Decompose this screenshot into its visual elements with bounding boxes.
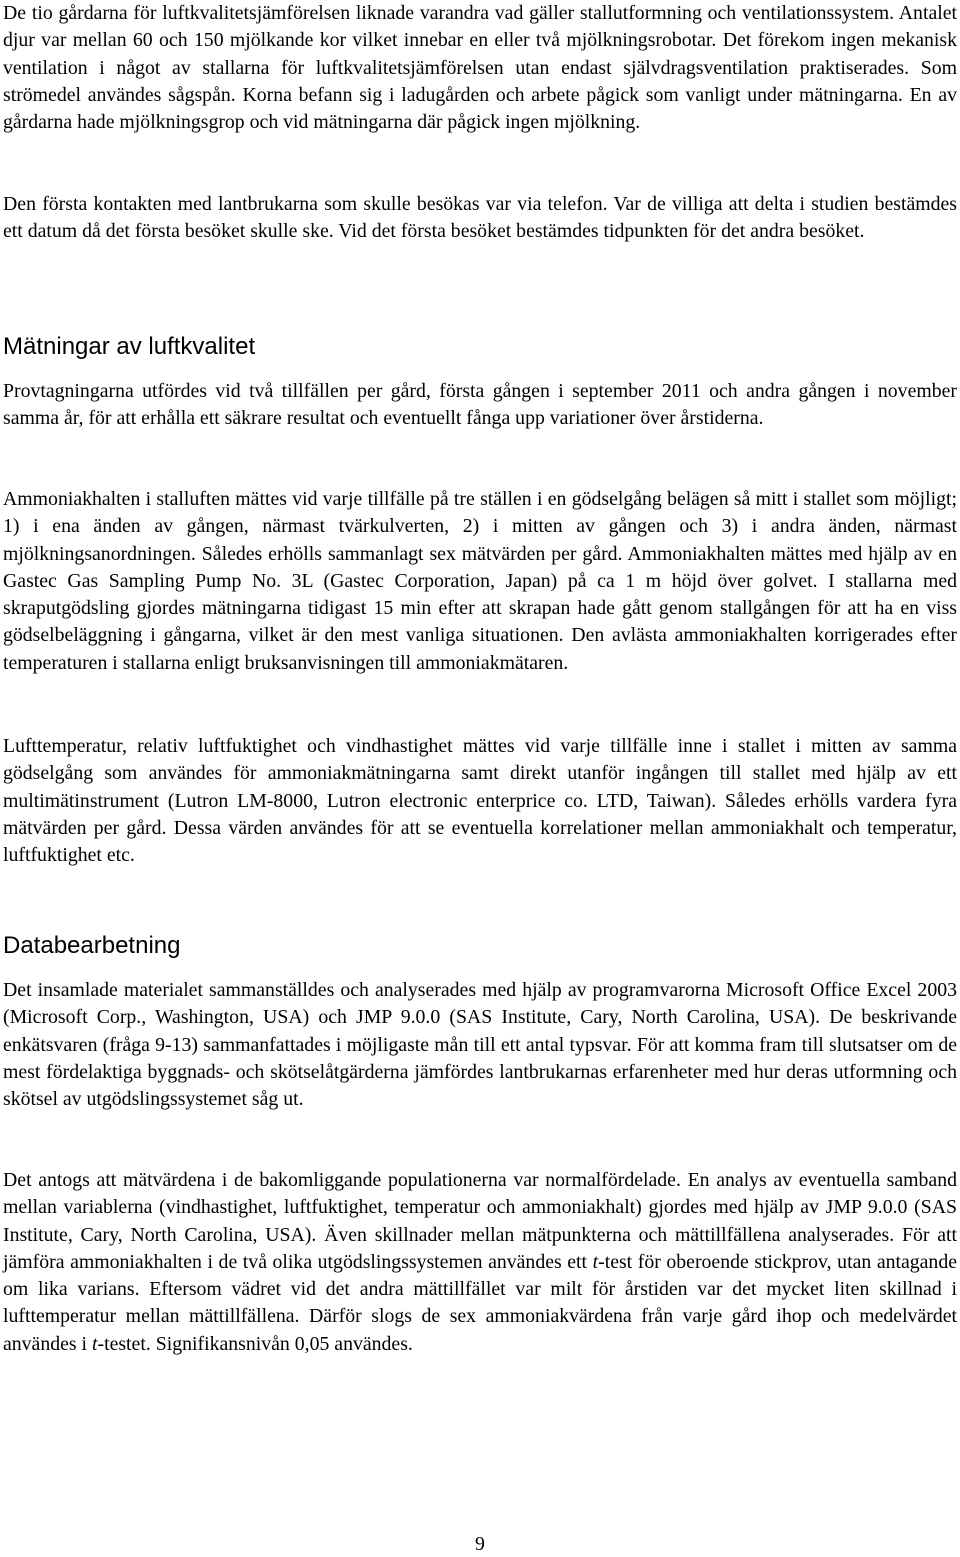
paragraph-software-analysis: Det insamlade materialet sammanställdes och analyserades med hjälp av programvarorna Microsoft Office Excel 2003 (Microsoft Corp., Washington, USA) och JMP 9.0.0 (SAS Institute, Cary, North Carolina, USA). De beskrivande enkätsvaren (fråga 9-13) sammanfattades i möjligaste mån till ett antal typsvar. För att komma fram till slutsatser om de mest fördelaktiga byggnads- och skötselåtgärderna jämfördes lantbrukarnas erfarenheter med hur deras utformning och skötsel av utgödslingssystemet såg ut. xyxy=(3,979,957,1111)
t-variable: t xyxy=(592,1250,599,1273)
heading-air-quality-measurements: Mätningar av luftkvalitet xyxy=(3,333,256,360)
statistics-text-part-3: -testet. Signifikansnivån 0,05 användes. xyxy=(97,1332,413,1355)
statistics-text-part-1: Det antogs att mätvärdena i de bakomliggande populationerna var normalfördelade. En analys av eventuella samband mellan variablerna (vindhastighet, luftfuktighet, temperatur och ammoniakhalt) gjordes med hjälp av JMP 9.0.0 (SAS Institute, Cary, North Carolina, USA). Även skillnader mellan mätpunkterna och mättillfällena analyserades. För att jämföra ammoniakhalten i de två olika utgödslingssystemen användes ett xyxy=(3,1169,957,1273)
paragraph-farm-description: De tio gårdarna för luftkvalitetsjämförelsen liknade varandra vad gäller stallutformning och ventilationssystem. Antalet djur var mellan 60 och 150 mjölkande kor vilket innebar en eller två mjölkningsrobotar. Det förekom ingen mekanisk ventilation i något av stallarna för luftkvalitetsjämförelsen utan endast självdragsventilation praktiserades. Som strömedel användes sågspån. Korna befann sig i ladugården och arbete pågick som vanligt under mätningarna. En av gårdarna hade mjölkningsgrop och vid mätningarna där pågick ingen mjölkning. xyxy=(3,2,957,134)
paragraph-sampling-occasions: Provtagningarna utfördes vid två tillfällen per gård, första gången i september 2011 och andra gången i november samma år, för att erhålla ett säkrare resultat och eventuellt fånga upp variationer över årstiderna. xyxy=(3,380,957,430)
paragraph-climate-measurement: Lufttemperatur, relativ luftfuktighet och vindhastighet mättes vid varje tillfälle inne i stallet i mitten av samma gödselgång som användes för ammoniakmätningarna samt direkt utanför ingången till stallet med hjälp av ett multimätinstrument (Lutron LM-8000, Lutron electronic enterprice co. LTD, Taiwan). Således erhölls vardera fyra mätvärden per gård. Dessa värden användes för att se eventuella korrelationer mellan ammoniakhalt och temperatur, luftfuktighet etc. xyxy=(3,735,957,867)
t-variable: t xyxy=(92,1332,98,1355)
page-number: 9 xyxy=(475,1533,485,1555)
paragraph-first-contact: Den första kontakten med lantbrukarna som skulle besökas var via telefon. Var de villiga att delta i studien bestämdes ett datum då det första besöket skulle ske. Vid det första besöket bestämdes tidpunkten för det andra besöket. xyxy=(3,193,957,243)
paragraph-statistical-tests xyxy=(3,1167,957,1358)
heading-data-processing: Databearbetning xyxy=(3,932,181,959)
paragraph-ammonia-measurement: Ammoniakhalten i stalluften mättes vid varje tillfälle på tre ställen i en gödselgång belägen så mitt i stallet som möjligt; 1) i ena änden av gången, närmast tvärkulverten, 2) i mitten av gången och 3) i andra änden, närmast mjölkningsanordningen. Således erhölls sammanlagt sex mätvärden per gård. Ammoniakhalten mättes med hjälp av en Gastec Gas Sampling Pump No. 3L (Gastec Corporation, Japan) på ca 1 m höjd över golvet. I stallarna med skraputgödsling gjordes mätningarna tidigast 15 min efter att skrapan hade gått genom stallgången för att ha en viss gödselbeläggning i gångarna, vilket är den mest vanliga situationen. Den avlästa ammoniakhalten korrigerades efter temperaturen i stallarna enligt bruksanvisningen till ammoniakmätaren. xyxy=(3,488,957,674)
statistics-text-part-2: -test för oberoende stickprov, utan antagande om lika varians. Eftersom vädret vid det andra mättillfället var milt för årstiden var det mycket liten skillnad i lufttemperatur mellan mättillfällena. Därför slogs de sex ammoniakvärdena från varje gård ihop och medelvärdet användes i xyxy=(3,1250,957,1355)
